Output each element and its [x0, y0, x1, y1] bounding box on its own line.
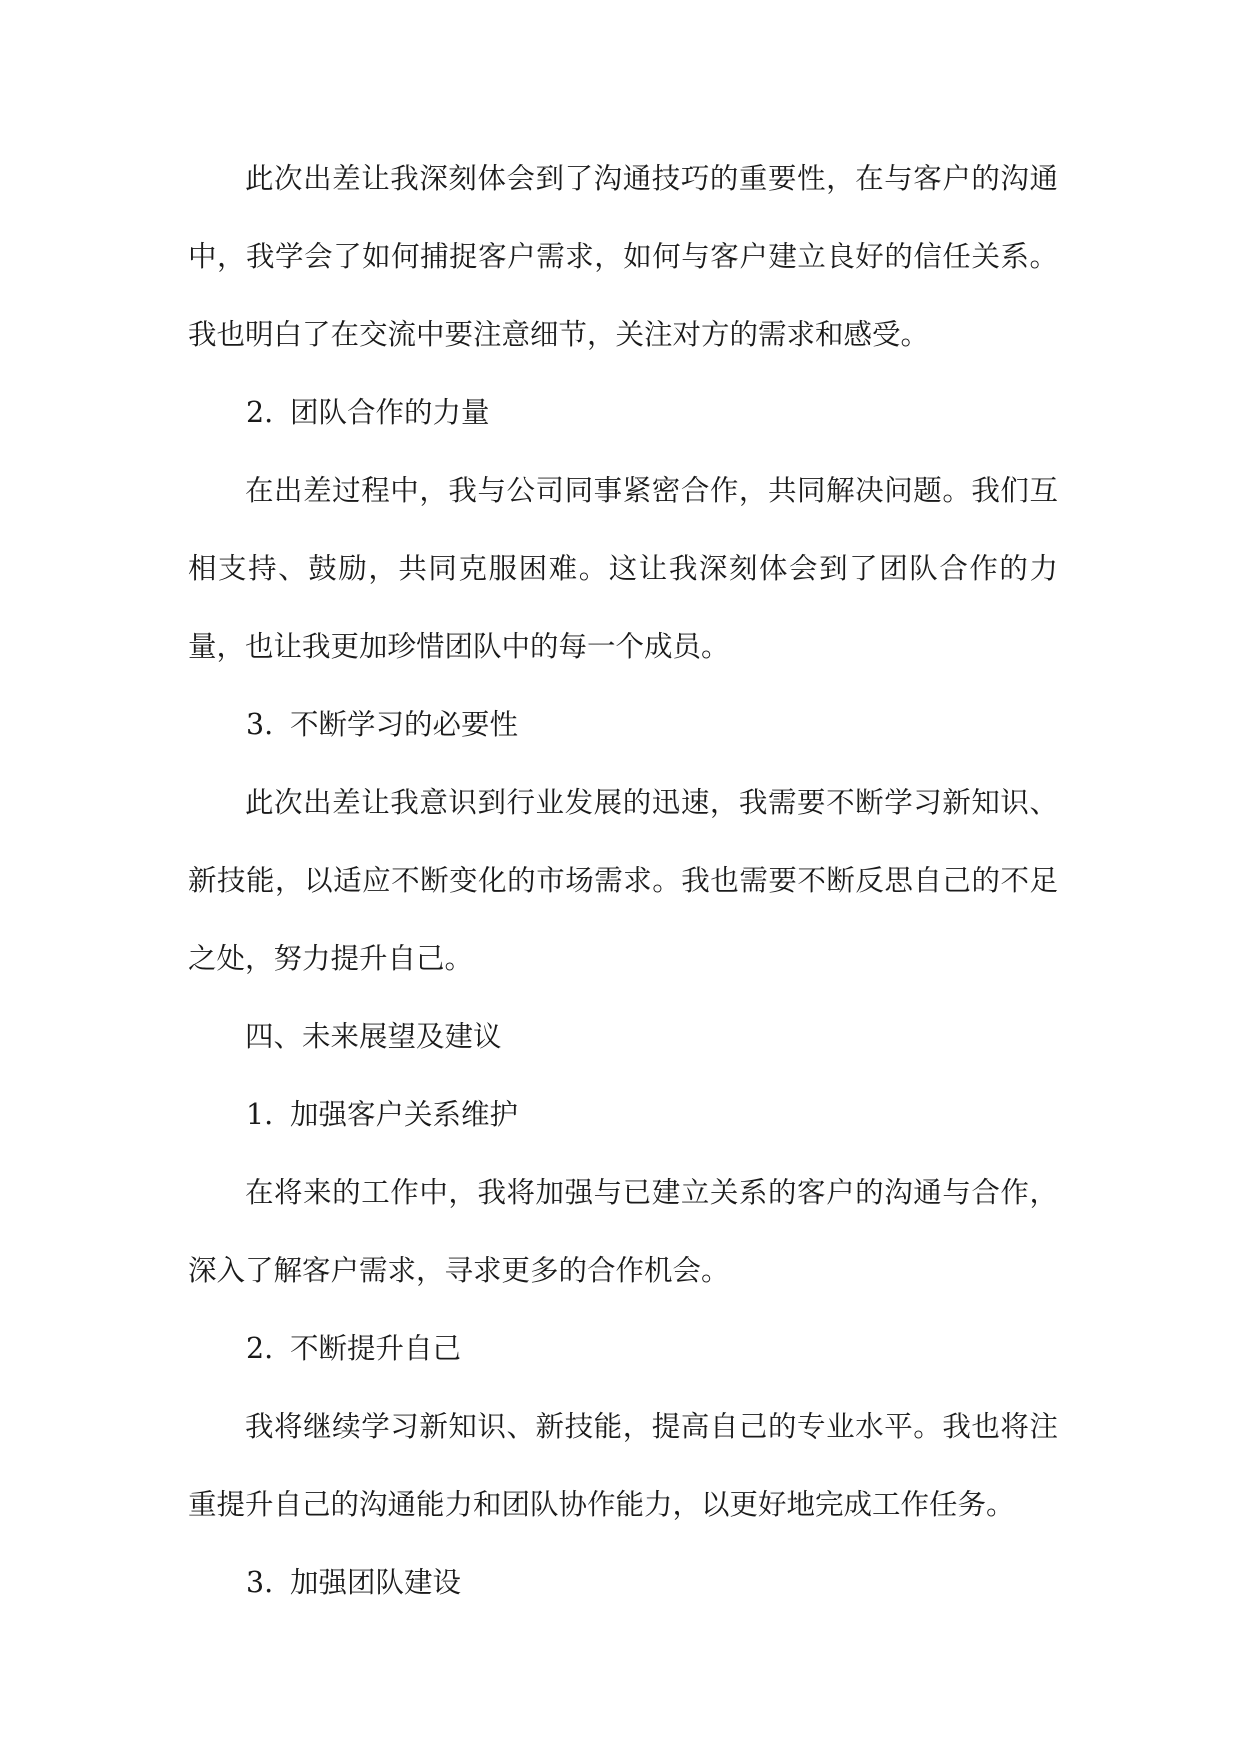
heading-continuous-learning [188, 686, 1058, 764]
paragraph-teamwork: 在出差过程中，我与公司同事紧密合作，共同解决问题。我们互相支持、鼓励，共同克服困难。这让我深刻体会到了团队合作的力量，也让我更加珍惜团队中的每一个成员。 [188, 474, 1058, 663]
heading-team-building [188, 1544, 1058, 1622]
paragraph-learning: 此次出差让我意识到行业发展的迅速，我需要不断学习新知识、新技能，以适应不断变化的市场需求。我也需要不断反思自己的不足之处，努力提升自己。 [188, 786, 1058, 975]
heading-client-relations [188, 1076, 1058, 1154]
heading-text: 团队合作的力量 [290, 396, 490, 429]
paragraph-communication-skills: 此次出差让我深刻体会到了沟通技巧的重要性，在与客户的沟通中，我学会了如何捕捉客户需求，如何与客户建立良好的信任关系。我也明白了在交流中要注意细节，关注对方的需求和感受。 [188, 162, 1058, 351]
heading-number: 3. [246, 1566, 274, 1599]
heading-teamwork-power [188, 374, 1058, 452]
heading-text: 加强团队建设 [290, 1566, 462, 1599]
section-heading-future-outlook: 四、未来展望及建议 [245, 1020, 502, 1053]
heading-text: 加强客户关系维护 [290, 1098, 519, 1131]
paragraph-self-improvement: 我将继续学习新知识、新技能，提高自己的专业水平。我也将注重提升自己的沟通能力和团队协作能力，以更好地完成工作任务。 [188, 1410, 1058, 1521]
heading-text: 不断提升自己 [290, 1332, 462, 1365]
heading-number: 1. [246, 1098, 274, 1131]
heading-number: 3. [246, 708, 274, 741]
heading-number: 2. [246, 396, 274, 429]
heading-self-improvement [188, 1310, 1058, 1388]
heading-number: 2. [246, 1332, 274, 1365]
heading-text: 不断学习的必要性 [290, 708, 519, 741]
document-body [188, 140, 1058, 1622]
paragraph-client-relations: 在将来的工作中，我将加强与已建立关系的客户的沟通与合作，深入了解客户需求，寻求更多的合作机会。 [188, 1176, 1058, 1287]
